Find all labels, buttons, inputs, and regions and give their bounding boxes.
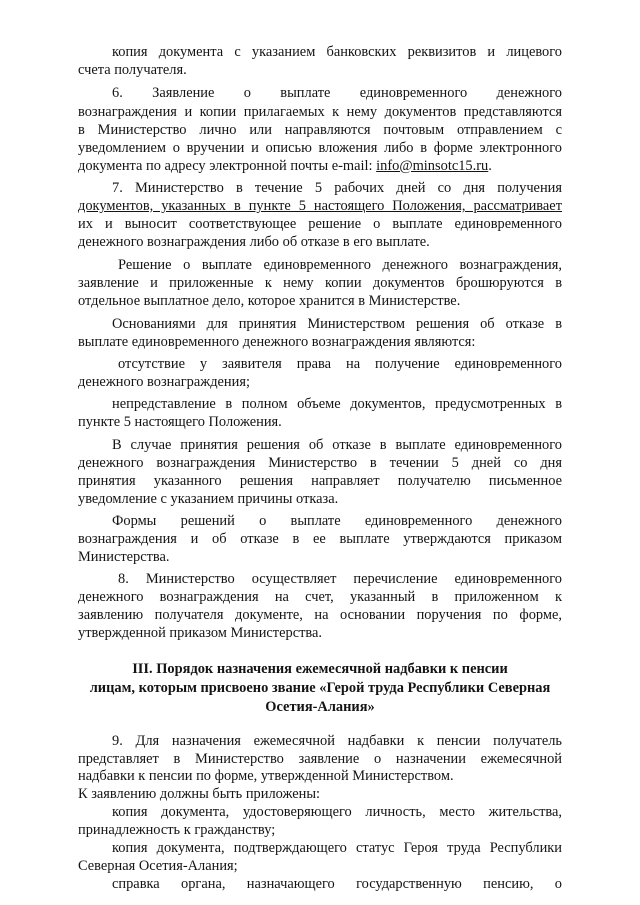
section-heading: III. Порядок назначения ежемесячной надбавки к пенсии — [132, 660, 508, 677]
doc-line: вознаграждения и об отказе в ее выплате утверждаются приказом — [78, 530, 562, 547]
doc-line: копия документа с указанием банковских реквизитов и лицевого — [112, 44, 562, 60]
doc-line: 6. Заявление о выплате единовременного денежного — [112, 85, 562, 102]
doc-line: К заявлению должны быть приложены: — [78, 786, 321, 803]
doc-line: заявлению получателя документе, на основании поручения по форме, — [78, 607, 562, 623]
doc-line: В случае принятия решения об отказе в выплате единовременного — [112, 436, 562, 453]
doc-line: счета получателя. — [78, 61, 187, 78]
section-heading: Осетия-Алания» — [265, 698, 375, 715]
doc-line: Основаниями для принятия Министерством решения об отказе в — [112, 315, 562, 332]
doc-line: уведомление с указанием причины отказа. — [78, 490, 339, 507]
doc-line: утвержденной приказом Министерства. — [78, 625, 322, 641]
doc-line: Северная Осетия-Алания; — [78, 858, 238, 875]
doc-line: их и выносит соответствующее решение о выплате единовременного — [78, 216, 562, 233]
email-link[interactable]: info@minsotc15.ru — [376, 157, 489, 174]
doc-line: копия документа, удостоверяющего личность, место жительства, — [112, 804, 562, 821]
doc-line: 7. Министерство в течение 5 рабочих дней со дня получения — [112, 180, 562, 197]
doc-line-text: документа по адресу электронной почты e-mail: — [78, 157, 377, 174]
doc-line: пункте 5 настоящего Положения. — [78, 414, 282, 431]
doc-line: принятия указанного решения направляет получателю письменное — [78, 472, 562, 489]
doc-line: документов, указанных в пункте 5 настоящего Положения, рассматривает — [78, 198, 562, 215]
doc-line: отсутствие у заявителя права на получение единовременного — [118, 356, 562, 372]
doc-line: справка органа, назначающего государственную пенсию, о — [112, 876, 562, 892]
doc-line: денежного вознаграждения на счет, указанный в приложенном к — [78, 589, 562, 606]
doc-line: Формы решений о выплате единовременного денежного — [112, 512, 562, 529]
doc-line — [78, 157, 562, 176]
doc-line-text: . — [488, 157, 492, 174]
doc-line: выплате единовременного денежного вознаграждения являются: — [78, 333, 476, 350]
doc-line: вознаграждения и копии прилагаемых к нему документов представляются — [78, 104, 562, 121]
doc-line: копия документа, подтверждающего статус Героя труда Республики — [112, 840, 562, 857]
doc-line: Решение о выплате единовременного денежного вознаграждения, — [118, 257, 562, 274]
doc-line: представляет в Министерство заявление о назначении ежемесячной — [78, 750, 562, 767]
doc-line: денежного вознаграждения; — [78, 373, 250, 390]
doc-line: надбавки к пенсии по форме, утвержденной Министерством. — [78, 768, 454, 785]
doc-line: принадлежность к гражданству; — [78, 822, 276, 839]
doc-line: денежного вознаграждения Министерство в течении 5 дней со дня — [78, 454, 562, 471]
doc-line: заявление и приложенные к нему копии документов брошюруются в — [78, 275, 562, 292]
doc-line: уведомлением о вручении и описью вложения либо в форме электронного — [78, 139, 562, 156]
doc-line: непредставление в полном объеме документов, предусмотренных в — [112, 396, 562, 413]
section-heading: лицам, которым присвоено звание «Герой труда Республики Северная — [89, 679, 551, 696]
doc-line: Министерства. — [78, 548, 170, 565]
doc-line: 9. Для назначения ежемесячной надбавки к пенсии получатель — [112, 732, 562, 749]
doc-line: отдельное выплатное дело, которое хранится в Министерстве. — [78, 293, 461, 310]
doc-line: в Министерство лично или направляются почтовым отправлением с — [78, 122, 562, 138]
doc-line: 8. Министерство осуществляет перечисление единовременного — [118, 571, 562, 588]
doc-line: денежного вознаграждения либо об отказе в его выплате. — [78, 234, 430, 251]
